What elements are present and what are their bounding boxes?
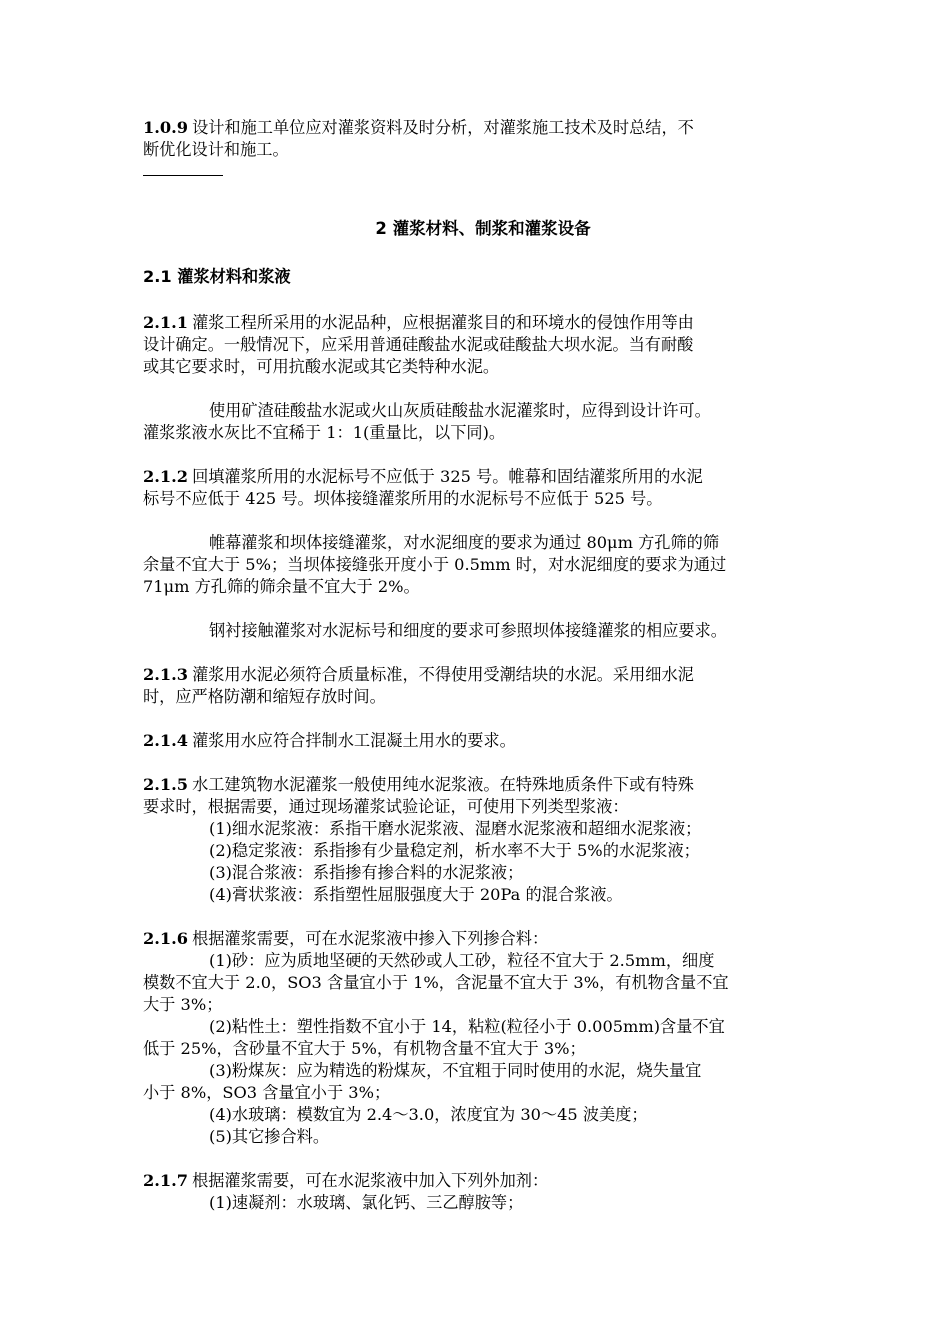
list-item-continuation: 模数不宜大于 2.0，SO3 含量宜小于 1%，含泥量不宜大于 3%，有机物含量不宜 [143,973,729,992]
list-item: (1)速凝剂：水玻璃、氯化钙、三乙醇胺等； [209,1193,524,1212]
clause-text: 设计确定。一般情况下，应采用普通硅酸盐水泥或硅酸盐大坝水泥。当有耐酸 [143,335,694,354]
list-item: (3)粉煤灰：应为精选的粉煤灰，不宜粗于同时使用的水泥，烧失量宜 [209,1061,702,1080]
list-item-continuation: 大于 3%； [143,995,223,1014]
clause-text: 时，应严格防潮和缩短存放时间。 [143,687,386,706]
list-item: (4)膏状浆液：系指塑性屈服强度大于 20Pa 的混合浆液。 [209,885,623,904]
clause-number: 2.1.7 [143,1171,189,1190]
clause-text: 余量不宜大于 5%；当坝体接缝张开度小于 0.5mm 时，对水泥细度的要求为通过 [143,555,727,574]
clause-2-1-1 [143,312,823,444]
clause-text: 帷幕灌浆和坝体接缝灌浆，对水泥细度的要求为通过 80μm 方孔筛的筛 [209,533,720,552]
list-item: (1)细水泥浆液：系指干磨水泥浆液、湿磨水泥浆液和超细水泥浆液； [209,819,702,838]
clause-text: 水工建筑物水泥灌浆一般使用纯水泥浆液。在特殊地质条件下或有特殊 [192,775,694,794]
document-page [143,117,823,1214]
clause-2-1-7 [143,1170,823,1214]
clause-text: 回填灌浆所用的水泥标号不应低于 325 号。帷幕和固结灌浆所用的水泥 [192,467,703,486]
clause-text: 使用矿渣硅酸盐水泥或火山灰质硅酸盐水泥灌浆时，应得到设计许可。 [209,401,711,420]
clause-text: 灌浆用水泥必须符合质量标准，不得使用受潮结块的水泥。采用细水泥 [192,665,694,684]
section-heading: 2.1 灌浆材料和浆液 [143,267,291,286]
list-item: (2)稳定浆液：系指掺有少量稳定剂，析水率不大于 5%的水泥浆液； [209,841,700,860]
clause-2-1-5 [143,774,823,906]
list-item: (1)砂：应为质地坚硬的天然砂或人工砂，粒径不宜大于 2.5mm，细度 [209,951,715,970]
clause-text: 根据灌浆需要，可在水泥浆液中掺入下列掺合料： [192,929,549,948]
clause-text: 设计和施工单位应对灌浆资料及时分析，对灌浆施工技术及时总结，不 [192,118,694,137]
footnote-divider [143,175,223,176]
list-item-continuation: 低于 25%，含砂量不宜大于 5%，有机物含量不宜大于 3%； [143,1039,586,1058]
clause-text: 要求时，根据需要，通过现场灌浆试验论证，可使用下列类型浆液： [143,797,629,816]
clause-text: 灌浆工程所采用的水泥品种，应根据灌浆目的和环境水的侵蚀作用等由 [192,313,694,332]
clause-text: 灌浆浆液水灰比不宜稀于 1：1(重量比，以下同)。 [143,423,506,442]
clause-number: 2.1.6 [143,929,189,948]
clause-number: 2.1.2 [143,467,189,486]
list-item: (2)粘性土：塑性指数不宜小于 14，粘粒(粒径小于 0.005mm)含量不宜 [209,1017,725,1036]
list-item: (3)混合浆液：系指掺有掺合料的水泥浆液； [209,863,524,882]
clause-number: 2.1.1 [143,313,189,332]
clause-text: 灌浆用水应符合拌制水工混凝土用水的要求。 [192,731,516,750]
clause-number: 2.1.5 [143,775,189,794]
clause-number: 1.0.9 [143,118,189,137]
clause-1-0-9 [143,117,823,161]
chapter-title: 2 灌浆材料、制浆和灌浆设备 [375,219,591,238]
clause-text: 标号不应低于 425 号。坝体接缝灌浆所用的水泥标号不应低于 525 号。 [143,489,663,508]
list-item: (5)其它掺合料。 [209,1127,330,1146]
clause-number: 2.1.3 [143,665,189,684]
clause-number: 2.1.4 [143,731,189,750]
clause-text: 或其它要求时，可用抗酸水泥或其它类特种水泥。 [143,357,500,376]
clause-2-1-4 [143,730,823,752]
clause-text: 断优化设计和施工。 [143,140,289,159]
clause-2-1-6 [143,928,823,1148]
clause-text: 钢衬接触灌浆对水泥标号和细度的要求可参照坝体接缝灌浆的相应要求。 [209,621,727,640]
clause-2-1-2 [143,466,823,642]
list-item-continuation: 小于 8%，SO3 含量宜小于 3%； [143,1083,391,1102]
list-item: (4)水玻璃：模数宜为 2.4～3.0，浓度宜为 30～45 波美度； [209,1105,648,1124]
clause-text: 根据灌浆需要，可在水泥浆液中加入下列外加剂： [192,1171,549,1190]
clause-2-1-3 [143,664,823,708]
clause-text: 71μm 方孔筛的筛余量不宜大于 2%。 [143,577,420,596]
